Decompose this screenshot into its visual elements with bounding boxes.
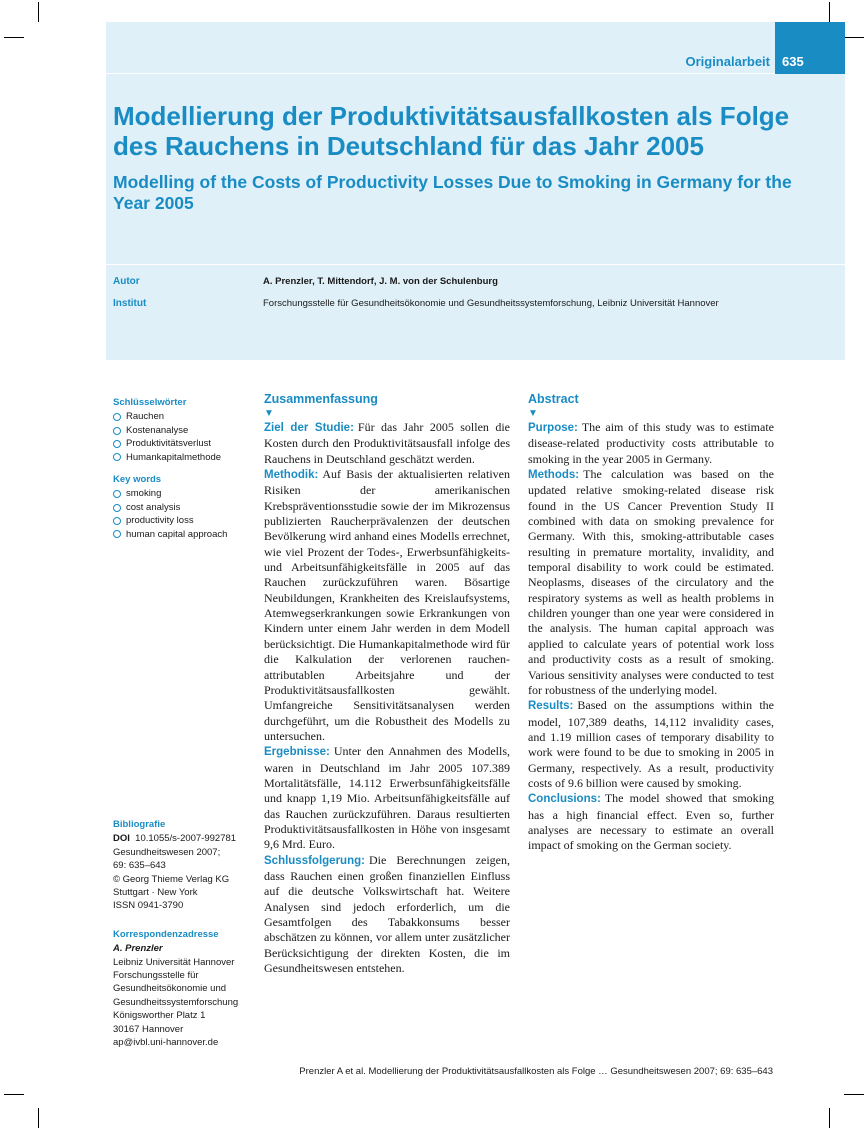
correspondence-line: Gesundheitsökonomie und bbox=[113, 983, 227, 995]
abstract-paragraph bbox=[264, 853, 510, 977]
correspondence-email: ap@ivbl.uni-hannover.de bbox=[113, 1037, 219, 1049]
institute-label: Institut bbox=[113, 298, 147, 309]
bullet-icon bbox=[113, 530, 121, 538]
doi-label: DOI bbox=[113, 833, 130, 845]
abstract-paragraph bbox=[528, 420, 774, 467]
issn-line: ISSN 0941-3790 bbox=[113, 900, 184, 912]
paragraph-label: Results: bbox=[528, 700, 574, 713]
abstract-paragraph bbox=[528, 467, 774, 698]
author-label: Autor bbox=[113, 276, 140, 287]
keyword-text: cost analysis bbox=[126, 501, 181, 513]
zusammenfassung-column bbox=[264, 392, 510, 976]
abstract-paragraph bbox=[528, 698, 774, 791]
keyword-item bbox=[113, 451, 253, 464]
correspondence-line: Gesundheitssystemforschung bbox=[113, 996, 239, 1008]
crop-mark bbox=[829, 2, 830, 22]
bullet-icon bbox=[113, 413, 121, 421]
header-divider bbox=[106, 264, 845, 265]
keywords-en-heading: Key words bbox=[113, 474, 162, 486]
triangle-marker-icon: ▼ bbox=[528, 408, 538, 419]
crop-mark bbox=[4, 1094, 24, 1095]
volume-pages: 69: 635–643 bbox=[113, 860, 166, 872]
bullet-icon bbox=[113, 517, 121, 525]
paragraph-label: Ziel der Studie: bbox=[264, 422, 354, 434]
bullet-icon bbox=[113, 453, 121, 461]
paragraph-label: Purpose: bbox=[528, 422, 578, 434]
correspondence-heading: Korrespondenzadresse bbox=[113, 928, 219, 940]
page-number: 635 bbox=[782, 54, 804, 69]
paragraph-text: The model showed that smoking has a high financial effect. Even so, further analyses are necessary to estimate an overall impact of smoking on the German society. bbox=[528, 791, 774, 853]
bullet-icon bbox=[113, 490, 121, 498]
abstract-paragraph bbox=[528, 791, 774, 853]
keyword-item bbox=[113, 487, 253, 500]
keywords-de-list bbox=[113, 410, 253, 464]
doi-value: 10.1055/s-2007-992781 bbox=[135, 833, 237, 845]
paragraph-label: Schlussfolgerung: bbox=[264, 854, 365, 867]
bibliography-heading: Bibliografie bbox=[113, 819, 166, 830]
paragraph-text: Based on the assumptions within the model, 107,389 deaths, 14,112 invalidity cases, and 1.19 million cases of temporary disability to work were found to be due to smoking in 2005 in Germany, respectively. As a result, productivity costs of 9.6 billion were caused by smoking. bbox=[528, 698, 774, 790]
crop-mark bbox=[844, 37, 864, 38]
keyword-item bbox=[113, 501, 253, 514]
title-german: Modellierung der Produktivitätsausfallkosten als Folge des Rauchens in Deutschland für das Jahr 2005 bbox=[113, 101, 790, 161]
correspondence-line: Forschungsstelle für bbox=[113, 970, 199, 982]
triangle-marker-icon: ▼ bbox=[264, 408, 274, 419]
crop-mark bbox=[4, 37, 24, 38]
correspondence-name: A. Prenzler bbox=[113, 943, 163, 955]
paragraph-text: The aim of this study was to estimate disease-related productivity costs attributable to smoking in the year 2005 in Germany. bbox=[528, 420, 774, 466]
abstract-paragraph bbox=[264, 420, 510, 467]
paragraph-label: Ergebnisse: bbox=[264, 746, 330, 759]
paragraph-text: Auf Basis der aktualisierten relativen Risiken der amerikanischen Krebspräventionsstudie sowie der im Mikrozensus publizierten Raucherprävalenzen der deutschen Bevölkerung wird anhand eines Modells errechnet, wie viel Prozent der Todes-, Erwerbsunfähigkeits- und Arbeitsunfähigkeitsfälle in 2005 auf das Rauchen zurückzuführen waren. Bösartige Neubildungen, Krankheiten des Kreislaufsystems, Atemwegserkrankungen sowie Erkrankungen von Kindern unter einem Jahr werden in dem Modell berücksichtigt. Die Humankapitalmethode wird für die Kalkulation der verlorenen rauchen-attributablen Arbeitsjahre und der Produktivitätsausfallkosten gewählt. Umfangreiche Sensitivitätsanalysen werden durchgeführt, um die Robustheit des Modells zu untersuchen. bbox=[264, 467, 510, 743]
zusammenfassung-heading: Zusammenfassung bbox=[264, 392, 378, 406]
keyword-item bbox=[113, 424, 253, 437]
keyword-text: Produktivitätsverlust bbox=[126, 438, 212, 450]
footer-citation: Prenzler A et al. Modellierung der Produktivitätsausfallkosten als Folge … Gesundheitswesen 2007; 69: 635–643 bbox=[299, 1066, 773, 1077]
paragraph-text: Die Berechnungen zeigen, dass Rauchen einen großen finanziellen Einfluss auf die deutsche Volkswirtschaft hat. Weitere Analysen sind jedoch erforderlich, um die Gesamtfolgen des Tabakkonsums besser abschätzen zu können, vor allem unter zusätzlicher Berücksichtigung der direkten Kosten, die im Gesundheitswesen entstehen. bbox=[264, 852, 510, 976]
bullet-icon bbox=[113, 427, 121, 435]
copyright-line: © Georg Thieme Verlag KG bbox=[113, 873, 230, 885]
abstract-column bbox=[528, 392, 774, 854]
title-english: Modelling of the Costs of Productivity Losses Due to Smoking in Germany for the Year 2005 bbox=[113, 172, 792, 213]
header-divider bbox=[106, 73, 845, 74]
keywords-de-heading: Schlüsselwörter bbox=[113, 397, 187, 408]
abstract-heading: Abstract bbox=[528, 392, 579, 406]
correspondence-line: 30167 Hannover bbox=[113, 1023, 184, 1035]
paragraph-label: Conclusions: bbox=[528, 793, 601, 806]
correspondence-line: Königsworther Platz 1 bbox=[113, 1010, 206, 1022]
paragraph-text: Unter den Annahmen des Modells, waren in Deutschland im Jahr 2005 107.389 Mortalitätsfälle, 14.112 Erwerbsunfähigkeitsfälle und knapp 1,19 Mio. Arbeitsunfähigkeitsfälle auf das Rauchen zurückzuführen. Daraus resultierten Produktivitätsausfallkosten in Höhe von insgesamt 9,6 Mrd. Euro. bbox=[264, 744, 510, 852]
paragraph-text: The calculation was based on the updated relative smoking-related disease risk found in the US Cancer Prevention Study II combined with data on smoking prevalence for Germany. With this, smoking-attributable cases resulting in premature mortality, invalidity, and temporal disability to work could be estimated. Neoplasms, diseases of the circulatory and the respiratory systems as well as health problems in children younger than one year were considered in the analysis. The human capital approach was applied to calculate years of potential work loss and productivity costs as a result of smoking. Various sensitivity analyses were conducted to test for robustness of the underlying model. bbox=[528, 467, 774, 697]
bullet-icon bbox=[113, 440, 121, 448]
abstract-paragraph bbox=[264, 467, 510, 744]
keyword-item bbox=[113, 528, 253, 541]
paragraph-text: Für das Jahr 2005 sollen die Kosten durch den Produktivitätsausfall infolge des Rauchens in Deutschland geschätzt werden. bbox=[264, 420, 510, 466]
keywords-block bbox=[113, 396, 253, 541]
keyword-item bbox=[113, 437, 253, 450]
publisher-place: Stuttgart · New York bbox=[113, 887, 198, 899]
keyword-item bbox=[113, 514, 253, 527]
crop-mark bbox=[829, 1108, 830, 1128]
section-label: Originalarbeit bbox=[685, 54, 770, 69]
doi-line bbox=[113, 832, 253, 845]
keyword-item bbox=[113, 410, 253, 423]
crop-mark bbox=[38, 1108, 39, 1128]
correspondence-line: Leibniz Universität Hannover bbox=[113, 956, 235, 968]
keyword-text: Kostenanalyse bbox=[126, 424, 189, 436]
paragraph-label: Methodik: bbox=[264, 469, 319, 482]
journal-line: Gesundheitswesen 2007; bbox=[113, 846, 221, 858]
keyword-text: Rauchen bbox=[126, 411, 165, 423]
keywords-en-list bbox=[113, 487, 253, 541]
keyword-text: Humankapitalmethode bbox=[126, 451, 222, 463]
bibliography-block bbox=[113, 818, 253, 1050]
institute: Forschungsstelle für Gesundheitsökonomie und Gesundheitssystemforschung, Leibniz Universität Hannover bbox=[263, 298, 719, 309]
paragraph-label: Methods: bbox=[528, 469, 580, 482]
crop-mark bbox=[38, 2, 39, 22]
bullet-icon bbox=[113, 504, 121, 512]
keyword-text: human capital approach bbox=[126, 528, 228, 540]
keyword-text: productivity loss bbox=[126, 515, 194, 527]
crop-mark bbox=[844, 1094, 864, 1095]
authors: A. Prenzler, T. Mittendorf, J. M. von der Schulenburg bbox=[263, 276, 498, 287]
keyword-text: smoking bbox=[126, 488, 162, 500]
abstract-paragraph bbox=[264, 744, 510, 852]
